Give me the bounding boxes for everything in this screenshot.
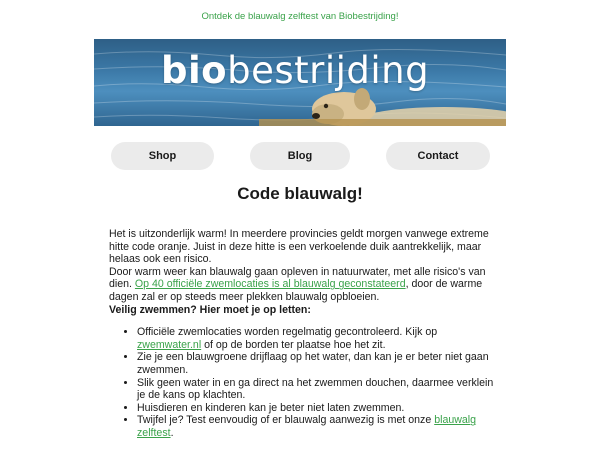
main-nav [0, 142, 600, 170]
header-banner[interactable] [94, 39, 506, 126]
list-item: • Huisdieren en kinderen kan je beter niet laten zwemmen. [137, 402, 499, 415]
list-item: • Zie je een blauwgroene drijflaag op het water, dan kan je er beter niet gaan zwemmen. [137, 351, 499, 376]
safety-tips-list [109, 326, 499, 439]
intro-paragraph: Het is uitzonderlijk warm! In meerdere provincies geldt morgen vanwege extreme hitte code oranje. Juist in deze hitte is een verkoelende duik aantrekkelijk, maar helaas ook een risico. [109, 228, 489, 266]
contact-button[interactable]: Contact [386, 142, 490, 170]
list-item: • Twijfel je? Test eenvoudig of er blauwalg aanwezig is met onze blauwalg zelftest. [137, 414, 499, 439]
list-item: • Officiële zwemlocaties worden regelmatig gecontroleerd. Kijk op zwemwater.nl of op de borden ter plaatse hoe het zit. [137, 326, 499, 351]
zwemwater-link[interactable]: zwemwater.nl [137, 338, 202, 351]
list-item: • Slik geen water in en ga direct na het zwemmen douchen, daarmee verklein je de kans op klachten. [137, 377, 499, 402]
safety-subheading: Veilig zwemmen? Hier moet je op letten: [109, 303, 311, 316]
zwemlocaties-link[interactable]: Op 40 officiële zwemlocaties is al blauwalg geconstateerd [134, 278, 406, 291]
shop-button[interactable]: Shop [111, 142, 214, 170]
preheader-link[interactable]: Ontdek de blauwalg zelftest van Biobestrijding! [201, 11, 399, 22]
blog-button[interactable]: Blog [250, 142, 350, 170]
biobestrijding-logo: biobestrijding [161, 49, 430, 92]
email-body [109, 228, 499, 440]
page-title: Code blauwalg! [237, 184, 363, 203]
zelftest-link[interactable]: blauwalg zelftest [137, 414, 477, 439]
risk-paragraph: Door warm weer kan blauwalg gaan opleven in natuurwater, met alle risico's van dien. Op 40 officiële zwemlocaties is al blauwalg geconstateerd, door de warme dagen zal er op steeds meer plekken blauwalg opbloeien. [109, 265, 486, 303]
